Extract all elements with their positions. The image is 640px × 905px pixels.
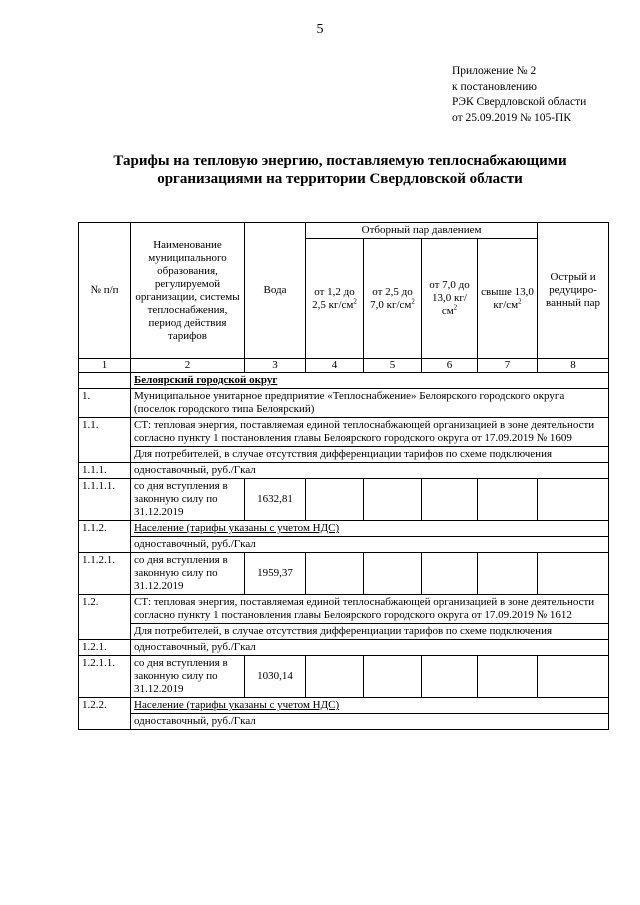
- row-num: 1.: [79, 389, 131, 418]
- rate-type: одноставочный, руб./Гкал: [131, 714, 609, 730]
- row-num: [79, 373, 131, 389]
- empty-cell: [306, 553, 364, 595]
- empty-cell: [478, 479, 538, 521]
- col-number: 7: [478, 359, 538, 373]
- row-num: 1.1.2.: [79, 521, 131, 553]
- water-tariff: 1959,37: [245, 553, 306, 595]
- appendix-note: [452, 64, 586, 126]
- empty-cell: [422, 656, 478, 698]
- rate-type: одноставочный, руб./Гкал: [131, 640, 609, 656]
- col-number: 3: [245, 359, 306, 373]
- header-pressure-4: свыше 13,0 $кг/см^2$: [478, 239, 538, 359]
- population-group: Население (тарифы указаны с учетом НДС): [131, 521, 609, 537]
- header-pressure-3: от 7,0 до 13,0 $кг/см^2$: [422, 239, 478, 359]
- water-tariff: 1632,81: [245, 479, 306, 521]
- header-num: № п/п: [79, 223, 131, 359]
- row-num: 1.1.2.1.: [79, 553, 131, 595]
- header-name: Наименование муниципального образования, регулируемой организации, системы теплоснабжения, период действия тарифов: [131, 223, 245, 359]
- empty-cell: [478, 656, 538, 698]
- empty-cell: [306, 479, 364, 521]
- appendix-line: от 25.09.2019 № 105-ПК: [452, 111, 572, 124]
- row-num: 1.2.1.1.: [79, 656, 131, 698]
- rate-type: одноставочный, руб./Гкал: [131, 537, 609, 553]
- district-name: Белоярский городской округ: [131, 373, 609, 389]
- header-pressure-2: от 2,5 до 7,0 $кг/см^2$: [364, 239, 422, 359]
- period-label: со дня вступления в законную силу по 31.12.2019: [131, 656, 245, 698]
- title-line: Тарифы на тепловую энергию, поставляемую теплоснабжающими: [113, 153, 567, 169]
- empty-cell: [538, 553, 609, 595]
- period-label: со дня вступления в законную силу по 31.12.2019: [131, 553, 245, 595]
- col-number: 4: [306, 359, 364, 373]
- row-num: 1.1.1.: [79, 463, 131, 479]
- row-num: 1.2.2.: [79, 698, 131, 730]
- header-water: Вода: [245, 223, 306, 359]
- population-group: Население (тарифы указаны с учетом НДС): [131, 698, 609, 714]
- appendix-line: к постановлению: [452, 80, 537, 93]
- appendix-line: Приложение № 2: [452, 65, 537, 77]
- organization-name: Муниципальное унитарное предприятие «Теплоснабжение» Белоярского городского округа (поселок городского типа Белоярский): [131, 389, 609, 418]
- appendix-line: РЭК Свердловской области: [452, 96, 587, 108]
- empty-cell: [538, 656, 609, 698]
- empty-cell: [364, 656, 422, 698]
- row-num: 1.1.: [79, 418, 131, 463]
- page-number: 5: [316, 22, 324, 37]
- col-number: 6: [422, 359, 478, 373]
- title-line: организациями на территории Свердловской области: [157, 171, 523, 187]
- col-number: 5: [364, 359, 422, 373]
- row-num: 1.2.1.: [79, 640, 131, 656]
- header-pressure-1: от 1,2 до 2,5 $кг/см^2$: [306, 239, 364, 359]
- empty-cell: [538, 479, 609, 521]
- empty-cell: [422, 553, 478, 595]
- header-steam-group: Отборный пар давлением: [306, 223, 538, 239]
- empty-cell: [364, 479, 422, 521]
- consumer-group: Для потребителей, в случае отсутствия дифференциации тарифов по схеме подключения: [131, 447, 609, 463]
- water-tariff: 1030,14: [245, 656, 306, 698]
- period-label: со дня вступления в законную силу по 31.12.2019: [131, 479, 245, 521]
- heat-system-description: СТ: тепловая энергия, поставляемая единой теплоснабжающей организацией в зоне деятельности согласно пункту 1 постановления главы Белоярского городского округа от 17.09.2019 № 1609: [131, 418, 609, 447]
- empty-cell: [364, 553, 422, 595]
- header-sharp-steam: Острый и редуциро-ванный пар: [538, 223, 609, 359]
- empty-cell: [306, 656, 364, 698]
- col-number: 1: [79, 359, 131, 373]
- row-num: 1.2.: [79, 595, 131, 640]
- empty-cell: [422, 479, 478, 521]
- empty-cell: [478, 553, 538, 595]
- heat-system-description: СТ: тепловая энергия, поставляемая единой теплоснабжающей организацией в зоне деятельности согласно пункту 1 постановления главы Белоярского городского округа от 17.09.2019 № 1612: [131, 595, 609, 624]
- col-number: 2: [131, 359, 245, 373]
- col-number: 8: [538, 359, 609, 373]
- rate-type: одноставочный, руб./Гкал: [131, 463, 609, 479]
- consumer-group: Для потребителей, в случае отсутствия дифференциации тарифов по схеме подключения: [131, 624, 609, 640]
- tariff-table: [78, 222, 609, 730]
- document-title: [60, 152, 620, 188]
- row-num: 1.1.1.1.: [79, 479, 131, 521]
